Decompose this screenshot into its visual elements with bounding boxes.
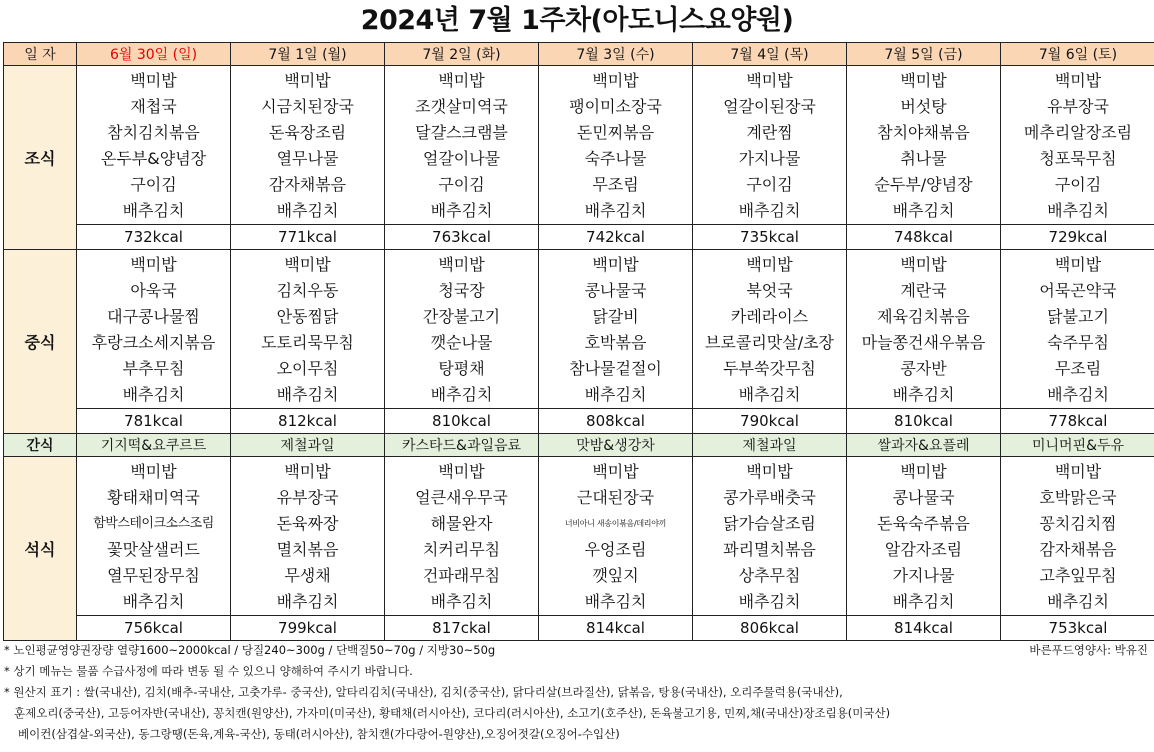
menu-item: 콩가루배춧국 [723, 488, 816, 507]
menu-item: 어묵곤약국 [1039, 281, 1117, 300]
menu-item: 백미밥 [746, 462, 793, 481]
menu-item: 백미밥 [438, 71, 485, 90]
nutrition-note: * 노인평균영양권장량 열량1600~2000kcal / 당질240~300g / 단백질50~70g / 지방30~50g [4, 643, 496, 657]
snack-cell: 제철과일 [231, 434, 385, 457]
menu-cell [693, 250, 847, 409]
menu-item: 배추김치 [584, 592, 647, 611]
menu-item: 배추김치 [892, 201, 955, 220]
menu-item: 콩자반 [900, 359, 947, 378]
dietitian-signature: 바른푸드영양사: 박유진 [1029, 643, 1148, 657]
kcal-cell: 799kcal [231, 616, 385, 641]
menu-item: 무조림 [592, 175, 639, 194]
menu-cell [539, 66, 693, 225]
menu-item: 백미밥 [592, 255, 639, 274]
menu-item: 닭가슴살조림 [723, 514, 816, 533]
menu-item: 백미밥 [438, 255, 485, 274]
menu-cell [77, 457, 231, 616]
menu-item: 무조림 [1054, 359, 1102, 378]
kcal-cell: 814kcal [539, 616, 693, 641]
menu-item: 유부장국 [1047, 97, 1109, 116]
footer-notes [4, 640, 1152, 745]
snack-cell: 쌀과자&요플레 [847, 434, 1001, 457]
menu-item: 배추김치 [584, 385, 647, 404]
menu-item: 황태채미역국 [107, 488, 200, 507]
menu-item: 백미밥 [284, 462, 331, 481]
menu-item: 참치야채볶음 [877, 123, 970, 142]
menu-item: 백미밥 [592, 462, 639, 481]
kcal-cell: 729kcal [1001, 225, 1154, 250]
dinner-row [4, 457, 1154, 616]
menu-cell [847, 250, 1001, 409]
kcal-cell: 814kcal [847, 616, 1001, 641]
menu-item: 백미밥 [284, 71, 331, 90]
menu-item: 유부장국 [276, 488, 339, 507]
snack-cell: 카스타드&과일음료 [385, 434, 539, 457]
menu-item: 배추김치 [1047, 385, 1109, 404]
kcal-cell: 753kcal [1001, 616, 1154, 641]
menu-item: 배추김치 [276, 592, 339, 611]
menu-cell [231, 457, 385, 616]
kcal-cell: 742kcal [539, 225, 693, 250]
menu-item: 호박볶음 [584, 333, 647, 352]
menu-item: 구이김 [1054, 175, 1102, 194]
menu-item: 두부쑥갓무침 [723, 359, 816, 378]
menu-item: 재첩국 [130, 97, 177, 116]
menu-item: 해물완자 [430, 514, 493, 533]
menu-item: 우엉조림 [584, 540, 647, 559]
menu-item: 멸치볶음 [276, 540, 339, 559]
menu-item: 카레라이스 [730, 307, 809, 326]
menu-item: 아욱국 [130, 281, 177, 300]
menu-cell [1001, 250, 1154, 409]
menu-item: 백미밥 [1054, 255, 1102, 274]
snack-cell: 미니머핀&두유 [1001, 434, 1154, 457]
menu-item: 오이무침 [276, 359, 339, 378]
menu-item: 제육김치볶음 [877, 307, 970, 326]
breakfast-row [4, 66, 1154, 225]
menu-item: 달걀스크램블 [415, 123, 508, 142]
menu-item: 백미밥 [130, 255, 177, 274]
menu-item: 감자채볶음 [1039, 540, 1117, 559]
menu-item: 배추김치 [276, 385, 339, 404]
menu-item: 메추리알장조림 [1023, 123, 1133, 142]
menu-item: 열무된장무침 [107, 566, 200, 585]
menu-item: 상추무침 [738, 566, 801, 585]
menu-item: 배추김치 [122, 592, 185, 611]
menu-item: 팽이미소장국 [569, 97, 662, 116]
kcal-cell: 756kcal [77, 616, 231, 641]
menu-item: 꽈리멸치볶음 [723, 540, 816, 559]
menu-item: 버섯탕 [900, 97, 947, 116]
menu-cell [1001, 66, 1154, 225]
menu-item: 고추잎무침 [1039, 566, 1117, 585]
menu-cell [539, 250, 693, 409]
meal-label-dinner: 석식 [4, 457, 77, 641]
menu-item: 돈육짜장 [276, 514, 339, 533]
menu-item: 콩나물국 [584, 281, 647, 300]
menu-item: 함박스테이크소스조림 [93, 516, 214, 531]
menu-item: 배추김치 [430, 592, 493, 611]
menu-item: 백미밥 [130, 462, 177, 481]
menu-item: 백미밥 [900, 255, 947, 274]
meal-label-snack: 간식 [4, 434, 77, 457]
menu-item: 백미밥 [1054, 462, 1102, 481]
day-header: 7월 6일 (토) [1001, 43, 1154, 66]
menu-item: 열무나물 [276, 149, 339, 168]
menu-item: 순두부/양념장 [874, 175, 973, 194]
menu-item: 탕평채 [438, 359, 485, 378]
menu-item: 가지나물 [738, 149, 801, 168]
menu-item: 백미밥 [900, 71, 947, 90]
menu-item: 숙주나물 [584, 149, 647, 168]
meal-label-lunch: 중식 [4, 250, 77, 434]
snack-row [4, 434, 1154, 457]
menu-item: 닭불고기 [1047, 307, 1109, 326]
menu-item: 백미밥 [900, 462, 947, 481]
menu-item: 구이김 [130, 175, 177, 194]
menu-cell [231, 250, 385, 409]
menu-item: 대구콩나물찜 [107, 307, 200, 326]
kcal-cell: 735kcal [693, 225, 847, 250]
kcal-cell: 771kcal [231, 225, 385, 250]
kcal-cell: 732kcal [77, 225, 231, 250]
menu-item: 배추김치 [430, 385, 493, 404]
day-header: 7월 1일 (월) [231, 43, 385, 66]
kcal-cell: 778kcal [1001, 409, 1154, 434]
page-title: 2024년 7월 1주차(아도니스요양원) [360, 5, 794, 36]
menu-item: 백미밥 [746, 255, 793, 274]
kcal-cell: 812kcal [231, 409, 385, 434]
menu-item: 조갯살미역국 [415, 97, 508, 116]
menu-item: 백미밥 [746, 71, 793, 90]
menu-cell [693, 66, 847, 225]
menu-item: 안동찜닭 [276, 307, 339, 326]
kcal-cell: 806kcal [693, 616, 847, 641]
menu-item: 백미밥 [130, 71, 177, 90]
menu-item: 배추김치 [738, 592, 801, 611]
breakfast-kcal-row [4, 225, 1154, 250]
menu-item: 배추김치 [738, 385, 801, 404]
menu-cell [847, 66, 1001, 225]
menu-item: 콩나물국 [892, 488, 955, 507]
origin-note-cont: 훈제오리(중국산), 고등어자반(국내산), 꽁치캔(원양산), 가자미(미국산), 황태채(러시아산), 코다리(러시아산), 소고기(호주산), 돈육불고기용, 민찌,채(국내산)장조림용(미국산) [14, 706, 891, 720]
day-header: 7월 3일 (수) [539, 43, 693, 66]
menu-item: 브로콜리맛살/초장 [704, 333, 835, 352]
menu-item: 김치우동 [276, 281, 339, 300]
origin-note-cont: 베이컨(삼겹살-외국산), 동그랑땡(돈육,계육-국산), 동태(러시아산), 참치캔(가다랑어-원양산),오징어젓갈(오징어-수입산) [18, 727, 620, 741]
menu-item: 구이김 [438, 175, 485, 194]
day-header: 6월 30일 (일) [77, 43, 231, 66]
menu-item: 백미밥 [1054, 71, 1102, 90]
weekly-menu-table [3, 42, 1154, 641]
menu-item: 참나물겉절이 [569, 359, 662, 378]
menu-item: 백미밥 [284, 255, 331, 274]
menu-item: 깻순나물 [430, 333, 493, 352]
menu-item: 시금치된장국 [261, 97, 354, 116]
kcal-cell: 763kcal [385, 225, 539, 250]
menu-item: 취나물 [900, 149, 947, 168]
kcal-cell: 781kcal [77, 409, 231, 434]
menu-item: 참치김치볶음 [107, 123, 200, 142]
menu-cell [693, 457, 847, 616]
menu-item: 배추김치 [430, 201, 493, 220]
lunch-row [4, 250, 1154, 409]
meal-label-breakfast: 조식 [4, 66, 77, 250]
menu-item: 배추김치 [892, 385, 955, 404]
menu-item: 북엇국 [746, 281, 793, 300]
menu-item: 돈민찌볶음 [576, 123, 655, 142]
menu-cell [231, 66, 385, 225]
menu-item: 청포묵무침 [1039, 149, 1117, 168]
menu-item: 배추김치 [1047, 201, 1109, 220]
menu-item: 숙주무침 [1047, 333, 1109, 352]
day-header: 7월 2일 (화) [385, 43, 539, 66]
menu-item: 후랑크소세지볶음 [91, 333, 216, 352]
menu-item: 배추김치 [122, 201, 185, 220]
menu-item: 배추김치 [122, 385, 185, 404]
menu-item: 꽁치김치찜 [1039, 514, 1117, 533]
menu-item: 감자채볶음 [268, 175, 347, 194]
menu-item: 치커리무침 [422, 540, 501, 559]
menu-cell [77, 250, 231, 409]
menu-cell [385, 66, 539, 225]
menu-item: 가지나물 [892, 566, 955, 585]
menu-item: 무생채 [284, 566, 331, 585]
date-label: 일 자 [4, 43, 77, 66]
menu-item: 간장불고기 [422, 307, 501, 326]
snack-cell: 맛밤&생강차 [539, 434, 693, 457]
kcal-cell: 810kcal [847, 409, 1001, 434]
date-header-row [4, 43, 1154, 66]
change-notice: * 상기 메뉴는 물품 수급사정에 따라 변동 될 수 있으니 양해하여 주시기 바랍니다. [4, 664, 413, 678]
menu-item: 도토리묵무침 [261, 333, 354, 352]
menu-item: 부추무침 [122, 359, 185, 378]
day-header: 7월 4일 (목) [693, 43, 847, 66]
kcal-cell: 790kcal [693, 409, 847, 434]
menu-item: 얼갈이나물 [422, 149, 501, 168]
menu-cell [385, 250, 539, 409]
menu-item: 배추김치 [276, 201, 339, 220]
snack-cell: 기지떡&요쿠르트 [77, 434, 231, 457]
menu-item: 백미밥 [438, 462, 485, 481]
menu-item: 구이김 [746, 175, 793, 194]
menu-item: 청국장 [438, 281, 485, 300]
menu-item: 배추김치 [584, 201, 647, 220]
menu-item: 근대된장국 [576, 488, 655, 507]
menu-item: 돈육장조림 [268, 123, 347, 142]
menu-cell [77, 66, 231, 225]
menu-cell [847, 457, 1001, 616]
menu-item: 계란찜 [746, 123, 793, 142]
menu-item: 마늘쫑건새우볶음 [861, 333, 986, 352]
menu-item: 호박맑은국 [1039, 488, 1117, 507]
menu-item: 배추김치 [738, 201, 801, 220]
menu-item: 얼큰새우무국 [415, 488, 508, 507]
snack-cell: 제철과일 [693, 434, 847, 457]
origin-note: * 원산지 표기 : 쌀(국내산), 김치(배추-국내산, 고춧가루- 중국산), 알타리김치(국내산), 김치(중국산), 닭다리살(브라질산), 닭볶음, 탕용(국내산), 오리주물럭용(국내산), [4, 685, 843, 699]
menu-item: 돈육숙주볶음 [877, 514, 970, 533]
menu-item: 배추김치 [892, 592, 955, 611]
kcal-cell: 817ckal [385, 616, 539, 641]
kcal-cell: 808kcal [539, 409, 693, 434]
kcal-cell: 810kcal [385, 409, 539, 434]
menu-cell [385, 457, 539, 616]
menu-item: 닭갈비 [592, 307, 639, 326]
menu-item: 계란국 [900, 281, 947, 300]
dinner-kcal-row [4, 616, 1154, 641]
menu-item: 온두부&양념장 [100, 149, 207, 168]
menu-item: 꽃맛살샐러드 [107, 540, 200, 559]
menu-cell [1001, 457, 1154, 616]
menu-item: 배추김치 [1047, 592, 1109, 611]
kcal-cell: 748kcal [847, 225, 1001, 250]
menu-item: 백미밥 [592, 71, 639, 90]
menu-item: 얼갈이된장국 [723, 97, 816, 116]
lunch-kcal-row [4, 409, 1154, 434]
menu-item: 너비아니 새송이볶음/데리야끼 [564, 519, 667, 528]
menu-item: 깻잎지 [592, 566, 639, 585]
day-header: 7월 5일 (금) [847, 43, 1001, 66]
menu-cell [539, 457, 693, 616]
menu-item: 건파래무침 [422, 566, 501, 585]
menu-item: 알감자조림 [884, 540, 963, 559]
